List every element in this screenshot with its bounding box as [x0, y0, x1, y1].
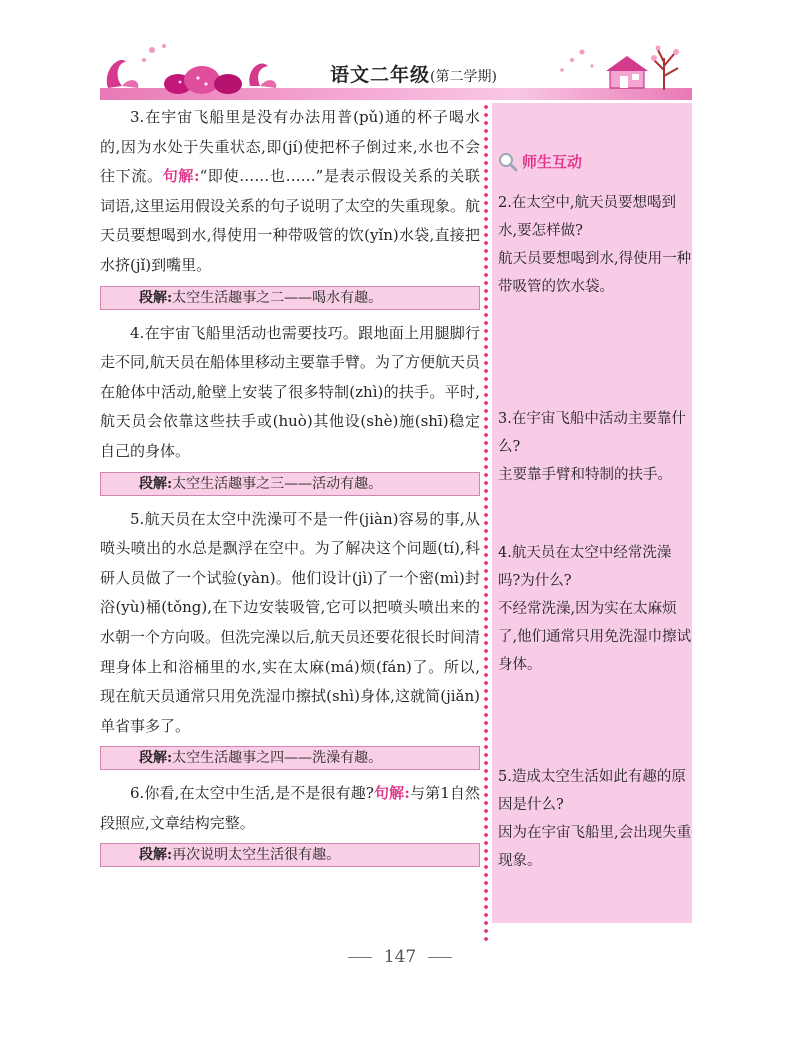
paragraph-6: 6.你看,在太空中生活,是不是很有趣?句解:与第1自然段照应,文章结构完整。 [100, 784, 480, 832]
main-text-column [100, 103, 480, 876]
question: 3.在宇宙飞船中活动主要靠什么? [498, 411, 686, 455]
answer: 不经常洗澡,因为实在太麻烦了,他们通常只用免洗湿巾擦试身体。 [498, 601, 692, 673]
qa-item [498, 539, 692, 679]
answer: 因为在宇宙飞船里,会出现失重现象。 [498, 825, 692, 869]
qa-item [498, 189, 692, 301]
panel-title: 师生互动 [522, 153, 583, 171]
answer: 主要靠手臂和特制的扶手。 [498, 467, 672, 483]
section-summary-box: 段解:再次说明太空生活很有趣。 [100, 843, 480, 867]
book-title: 语文二年级 [330, 64, 431, 86]
paragraph-3: 3.在宇宙飞船里是没有办法用普(pǔ)通的杯子喝水的,因为水处于失重状态,即(jí)使把杯子倒过来,水也不会往下流。句解:“即使……也……”是表示假设关系的关联词语,这里运用假设关系的句子说明了太空的失重现象。航天员要想喝到水,得使用一种带吸管的饮(yǐn)水袋,直接把水挤(jǐ)到嘴里。 [100, 108, 480, 274]
book-subtitle: (第二学期) [430, 69, 497, 85]
header-title [330, 60, 497, 87]
teacher-student-panel [492, 103, 692, 923]
page-number: 147 [0, 947, 800, 967]
answer: 航天员要想喝到水,得使用一种带吸管的饮水袋。 [498, 251, 692, 295]
section-summary-box: 段解:太空生活趣事之二——喝水有趣。 [100, 286, 480, 310]
sentence-note-label: 句解: [162, 167, 200, 186]
section-summary-box: 段解:太空生活趣事之三——活动有趣。 [100, 472, 480, 496]
qa-item [498, 405, 692, 489]
paragraph-5: 5.航天员在太空中洗澡可不是一件(jiàn)容易的事,从喷头喷出的水总是飘浮在空中。为了解决这个问题(tí),科研人员做了一个试验(yàn)。他们设计(jì)了一个密(mì)封浴(yù)桶(tǒng),在下边安装吸管,它可以把喷头喷出来的水朝一个方向吸。但洗完澡以后,航天员还要花很长时间清理身体上和浴桶里的水,实在太麻(má)烦(fán)了。所以,现在航天员通常只用免洗湿巾擦拭(shì)身体,这就简(jiǎn)单省事多了。 [100, 509, 480, 735]
sentence-note-label: 句解: [373, 784, 410, 803]
page-header [100, 40, 692, 102]
question: 2.在太空中,航天员要想喝到水,要怎样做? [498, 195, 676, 239]
qa-item [498, 763, 692, 875]
question: 5.造成太空生活如此有趣的原因是什么? [498, 769, 686, 813]
magnifier-icon [498, 152, 518, 172]
decoration-right-illustration [532, 40, 692, 98]
decoration-left-illustration [100, 40, 290, 98]
panel-heading [498, 151, 582, 172]
dotted-divider [482, 103, 490, 941]
section-summary-box: 段解:太空生活趣事之四——洗澡有趣。 [100, 746, 480, 770]
question: 4.航天员在太空中经常洗澡吗?为什么? [498, 545, 672, 589]
paragraph-4: 4.在宇宙飞船里活动也需要技巧。跟地面上用腿脚行走不同,航天员在船体里移动主要靠手臂。为了方便航天员在舱体中活动,舱壁上安装了很多特制(zhì)的扶手。平时,航天员会依靠这些扶手或(huò)其他设(shè)施(shī)稳定自己的身体。 [100, 323, 480, 460]
